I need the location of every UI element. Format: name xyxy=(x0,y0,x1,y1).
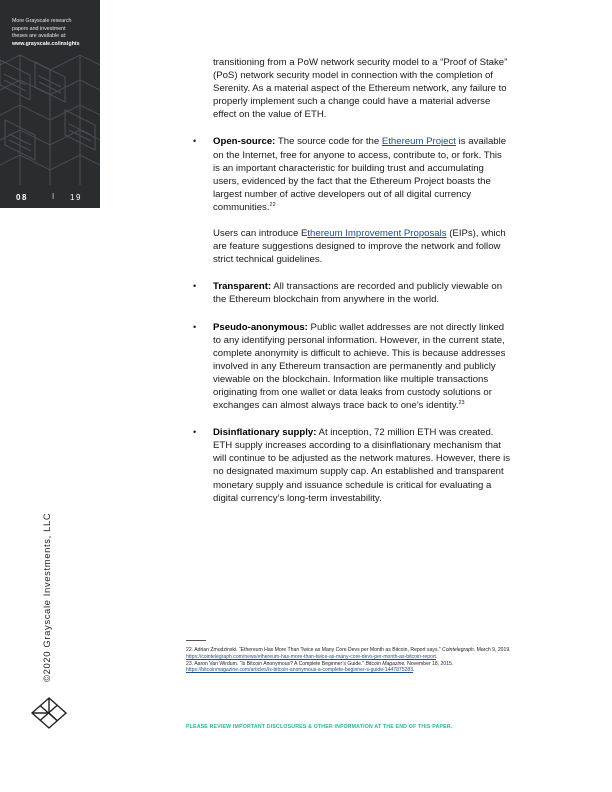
eip-link[interactable]: thereum Improvement Proposals xyxy=(307,228,447,240)
sidebar-line-3: theses are available at: xyxy=(12,33,67,40)
fn23-url-link[interactable]: https://bitcoinmagazine.com/articles/is-bitcoin-anonymous-a-complete-beginner-s-guide-1447875283 xyxy=(186,667,414,674)
fn22-text: 22. Adrian Zmudzinski. “Ethereum Has More Than Twice as Many Core Devs per Month as Bitcoin, Report says.” xyxy=(186,647,443,653)
open-source-text-b: is available on the Internet, free for anyone to access, contribute to, or fork. This is an important characteristic for building trust and accumulating users, evidenced by the fact that the Ethereum Project boasts the largest number of active developers out of all digital currency communities. xyxy=(213,136,507,213)
bullet-icon: • xyxy=(193,281,197,292)
term-open-source: Open-source: xyxy=(213,136,276,148)
fn23-publication: Bitcoin Magazine. xyxy=(365,660,406,667)
page-number-bar xyxy=(0,186,100,208)
fn22-publication: Cointelegraph. xyxy=(442,647,476,653)
footnote-ref-23[interactable]: 23 xyxy=(458,400,465,407)
bullet-icon: • xyxy=(193,427,197,438)
bullet-pseudo-anonymous xyxy=(193,321,511,413)
grayscale-logo-icon xyxy=(30,696,68,730)
insights-link[interactable]: www.grayscale.co/insights xyxy=(12,40,80,47)
bullet-icon: • xyxy=(193,136,197,147)
fn23-date: November 18, 2015. xyxy=(405,660,454,667)
page-separator: I xyxy=(52,192,56,201)
main-text xyxy=(193,56,511,505)
fn23-text: 23. Aaron Van Wirdum. “Is Bitcoin Anonymous? A Complete Beginner’s Guide.” xyxy=(186,660,366,667)
sidebar-panel xyxy=(0,0,100,208)
disclosure-notice: PLEASE REVIEW IMPORTANT DISCLOSURES & OTHER INFORMATION AT THE END OF THIS PAPER. xyxy=(186,724,453,730)
footnote-ref-22[interactable]: 22 xyxy=(269,201,276,208)
transparent-text: All transactions are recorded and publicly viewable on the Ethereum blockchain from anywhere in the world. xyxy=(213,281,503,306)
footnote-22: 22. Adrian Zmudzinski. “Ethereum Has More Than Twice as Many Core Devs per Month as Bitcoin, Report says.” Cointelegraph. March 9, 2019. https://cointelegraph.com/news/ethereum-has-more-than-twice-as-many-core-devs-per-month-as-bitcoin-report. xyxy=(186,647,511,660)
sidebar-line-1: More Grayscale research xyxy=(12,18,72,24)
eip-text-a: Users can introduce E xyxy=(213,228,308,240)
bullet-icon: • xyxy=(193,321,197,332)
sidebar-research-note xyxy=(12,18,96,48)
pseudo-anonymous-text: Public wallet addresses are not directly linked to any identifying personal information. However, in the current state, complete anonymity is difficult to achieve. This is because addresses involved in any Ethereum transaction are permanently and publicly viewable on the blockchain. Information like multiple transactions originating from one wallet or data leaks from custody solutions or exchanges can almost always trace back to one’s identity. xyxy=(213,321,506,412)
footnotes xyxy=(186,647,516,674)
page-total: 19 xyxy=(70,193,82,202)
open-source-text-a: The source code for the xyxy=(275,136,382,148)
continuation-paragraph: transitioning from a PoW network security model to a “Proof of Stake” (PoS) network security model in connection with the completion of Serenity. As a material aspect of the Ethereum network, any failure to properly implement such a change could have a material adverse effect on the value of ETH. xyxy=(213,57,508,121)
footnote-23: 23. Aaron Van Wirdum. “Is Bitcoin Anonymous? A Complete Beginner’s Guide.” Bitcoin Magazine. November 18, 2015. https://bitcoinmagazine.com/articles/is-bitcoin-anonymous-a-complete-beginner-s-guide-1447875283. xyxy=(186,660,454,674)
eip-text-b: (EIPs), which are feature suggestions designed to improve the network and follow strict technical guidelines. xyxy=(213,228,506,266)
footnote-divider xyxy=(186,640,206,641)
sidebar-line-2: papers and investment xyxy=(12,25,66,32)
term-transparent: Transparent: xyxy=(213,281,272,293)
ethereum-project-link[interactable]: Ethereum Project xyxy=(381,136,456,148)
term-disinflationary: Disinflationary supply: xyxy=(213,427,317,439)
page-current: 08 xyxy=(16,193,28,202)
fn22-url-link[interactable]: https://cointelegraph.com/news/ethereum-has-more-than-twice-as-many-core-devs-per-month-as-bitcoin-report xyxy=(186,653,436,660)
bullet-disinflationary xyxy=(193,426,511,505)
bullet-open-source xyxy=(193,135,511,266)
copyright-notice: ©2020 Grayscale Investments, LLC xyxy=(42,512,53,682)
term-pseudo-anonymous: Pseudo-anonymous: xyxy=(213,321,308,333)
disinflationary-text: At inception, 72 million ETH was created. ETH supply increases according to a disinflationary mechanism that will continue to be adjusted as the network matures. However, there is no designated maximum supply cap. An established and transparent monetary supply and issuance schedule is critical for evaluating a digital currency’s long-term investability. xyxy=(213,427,511,504)
bullet-transparent xyxy=(193,280,511,306)
fn22-date: March 9, 2019. xyxy=(475,647,511,653)
